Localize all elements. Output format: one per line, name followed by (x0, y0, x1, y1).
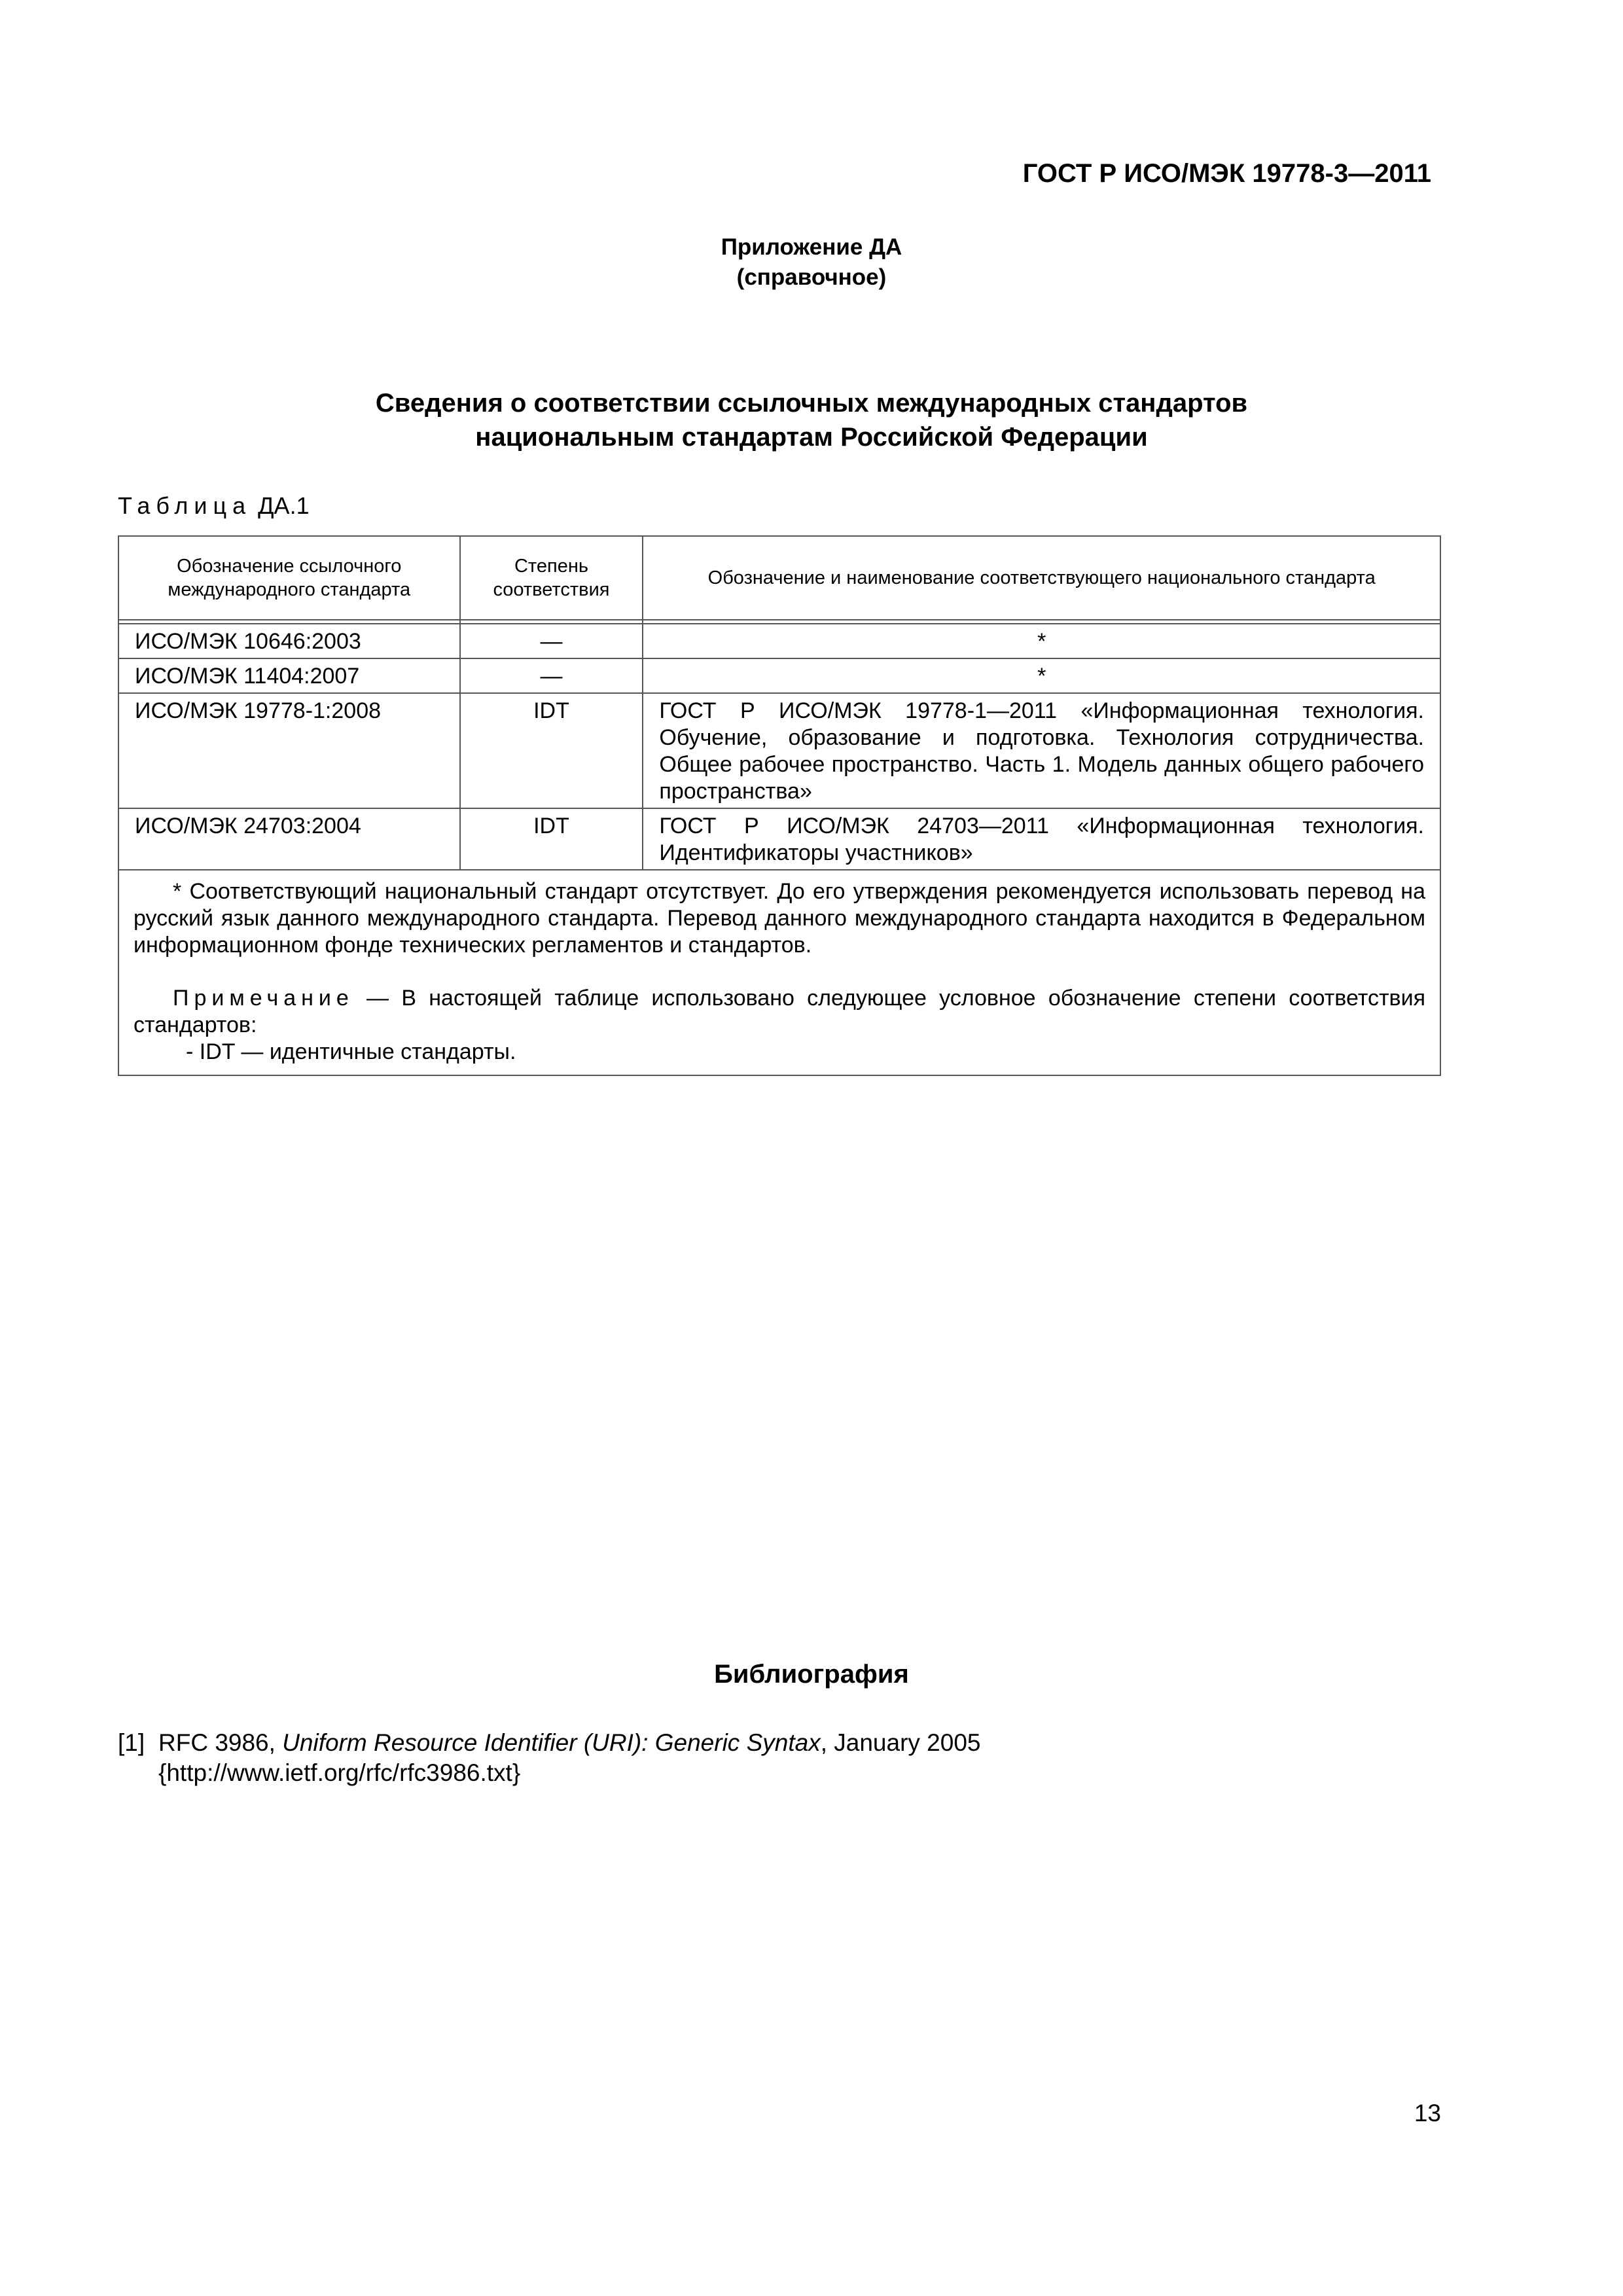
header-reference-standard: Обозначение ссылочного международного стандарта (118, 536, 460, 620)
table-note (134, 985, 1425, 1039)
cell-degree: IDT (460, 693, 643, 808)
note-label: Примечание (173, 986, 354, 1011)
bibliography-item-citation (158, 1728, 981, 1758)
citation-title: Uniform Resource Identifier (URI): Generic Syntax (282, 1729, 821, 1756)
cell-ref: ИСО/МЭК 24703:2004 (118, 808, 460, 870)
header-national-standard: Обозначение и наименование соответствующего национального стандарта (643, 536, 1440, 620)
cell-ref: ИСО/МЭК 10646:2003 (118, 624, 460, 658)
bibliography-item-number: [1] (118, 1729, 145, 1756)
appendix-heading (0, 232, 1623, 293)
table-row (118, 624, 1440, 658)
note-list-item: - IDT — идентичные стандарты. (186, 1039, 516, 1064)
appendix-subtitle: (справочное) (736, 264, 887, 290)
page-number: 13 (1414, 2100, 1441, 2126)
cell-degree: — (460, 624, 643, 658)
section-title (0, 386, 1623, 454)
table-row (118, 658, 1440, 693)
table-row (118, 808, 1440, 870)
section-title-line-2: национальным стандартам Российской Федерации (475, 423, 1148, 452)
cell-national: ГОСТ Р ИСО/МЭК 24703—2011 «Информационная технология. Идентификаторы участников» (643, 808, 1440, 870)
table-header-row (118, 536, 1440, 620)
bibliography-item (118, 1728, 981, 1788)
bibliography-title: Библиография (714, 1660, 909, 1689)
note-text: — В настоящей таблице использовано следующее условное обозначение степени соответствия стандартов: (134, 986, 1425, 1037)
correspondence-table (118, 535, 1441, 1076)
table-footnote-cell (118, 870, 1440, 1075)
cell-ref: ИСО/МЭК 11404:2007 (118, 658, 460, 693)
appendix-title: Приложение ДА (721, 234, 902, 260)
section-title-line-1: Сведения о соответствии ссылочных международных стандартов (375, 389, 1248, 418)
table-footer-row (118, 870, 1440, 1075)
table-label-word: Таблица (118, 492, 252, 519)
document-code-header: ГОСТ Р ИСО/МЭК 19778-3—2011 (1022, 159, 1431, 188)
header-degree: Степень соответствия (460, 536, 643, 620)
cell-national: * (643, 658, 1440, 693)
citation-prefix: RFC 3986, (158, 1729, 283, 1756)
cell-degree: — (460, 658, 643, 693)
citation-suffix: , January 2005 (820, 1729, 981, 1756)
cell-ref: ИСО/МЭК 19778-1:2008 (118, 693, 460, 808)
footnote-text: * Соответствующий национальный стандарт отсутствует. До его утверждения рекомендуется использовать перевод на русский язык данного международного стандарта. Перевод данного международного стандарта находится в Федеральном информационном фонде технических регламентов и стандартов. (134, 879, 1425, 958)
cell-national: * (643, 624, 1440, 658)
cell-degree: IDT (460, 808, 643, 870)
cell-national: ГОСТ Р ИСО/МЭК 19778-1—2011 «Информационная технология. Обучение, образование и подготовка. Технология сотрудничества. Общее рабочее пространство. Часть 1. Модель данных общего рабочего пространства» (643, 693, 1440, 808)
table-label (118, 492, 310, 520)
bibliography-item-url: {http://www.ietf.org/rfc/rfc3986.txt} (158, 1759, 521, 1786)
table-label-id: ДА.1 (258, 492, 310, 519)
table-row (118, 693, 1440, 808)
